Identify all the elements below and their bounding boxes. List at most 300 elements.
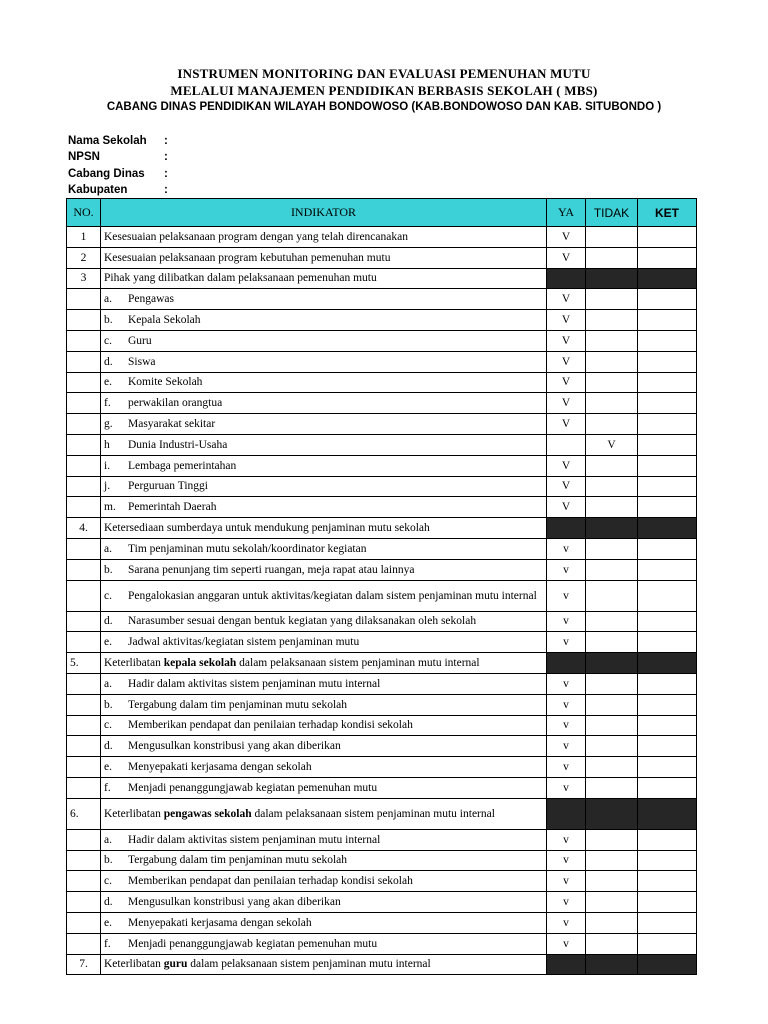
- indicator-text: Tergabung dalam tim penjaminan mutu sekolah: [128, 698, 348, 711]
- cell-ya: V: [547, 476, 586, 497]
- cell-ket: [638, 330, 697, 351]
- cell-tidak: [586, 580, 638, 611]
- cell-indikator: [101, 414, 547, 435]
- cell-tidak: [586, 518, 638, 539]
- indicator-text: Guru: [128, 334, 152, 347]
- sub-indicator-row: [67, 580, 697, 611]
- cell-ya: V: [547, 414, 586, 435]
- cell-tidak: [586, 330, 638, 351]
- indicator-table: [66, 198, 697, 975]
- cell-ket: [638, 518, 697, 539]
- indicator-text: Narasumber sesuai dengan bentuk kegiatan yang dilaksanakan oleh sekolah: [128, 615, 477, 628]
- cell-ya: v: [547, 829, 586, 850]
- item-letter: c.: [104, 589, 112, 602]
- cell-no: 4.: [67, 518, 101, 539]
- cell-ya: [547, 798, 586, 829]
- cell-tidak: [586, 632, 638, 653]
- cell-tidak: [586, 268, 638, 289]
- sub-indicator-row: [67, 736, 697, 757]
- cell-ket: [638, 414, 697, 435]
- cell-no: [67, 414, 101, 435]
- cell-ya: v: [547, 736, 586, 757]
- sub-indicator-row: [67, 330, 697, 351]
- info-colon: :: [164, 151, 168, 164]
- cell-ket: [638, 673, 697, 694]
- indicator-row: [67, 247, 697, 268]
- sub-indicator-row: [67, 912, 697, 933]
- item-letter: a.: [104, 293, 112, 306]
- cell-no: 1: [67, 227, 101, 248]
- cell-tidak: V: [586, 434, 638, 455]
- sub-indicator-row: [67, 351, 697, 372]
- indicator-text: dalam pelaksanaan sistem penjaminan mutu internal: [187, 958, 431, 971]
- cell-indikator: [101, 559, 547, 580]
- cell-no: [67, 434, 101, 455]
- item-letter: a.: [104, 677, 112, 690]
- cell-no: [67, 580, 101, 611]
- cell-ya: [547, 268, 586, 289]
- cell-ya: V: [547, 455, 586, 476]
- indicator-row: [67, 518, 697, 539]
- cell-tidak: [586, 798, 638, 829]
- cell-ket: [638, 757, 697, 778]
- indicator-text: Pengalokasian anggaran untuk aktivitas/kegiatan dalam sistem penjaminan mutu internal: [128, 589, 537, 602]
- cell-ya: v: [547, 892, 586, 913]
- cell-no: [67, 393, 101, 414]
- cell-ya: V: [547, 330, 586, 351]
- cell-no: [67, 330, 101, 351]
- cell-tidak: [586, 476, 638, 497]
- document-agency: CABANG DINAS PENDIDIKAN WILAYAH BONDOWOSO (KAB.BONDOWOSO DAN KAB. SITUBONDO ): [106, 101, 662, 113]
- cell-indikator: [101, 892, 547, 913]
- cell-tidak: [586, 289, 638, 310]
- item-letter: f.: [104, 937, 111, 950]
- item-letter: e.: [104, 636, 112, 649]
- cell-ya: v: [547, 694, 586, 715]
- item-letter: f.: [104, 397, 111, 410]
- cell-no: [67, 497, 101, 518]
- item-letter: j.: [104, 480, 111, 493]
- cell-tidak: [586, 829, 638, 850]
- cell-ket: [638, 798, 697, 829]
- sub-indicator-row: [67, 673, 697, 694]
- cell-tidak: [586, 912, 638, 933]
- cell-ya: v: [547, 912, 586, 933]
- indicator-text: Hadir dalam aktivitas sistem penjaminan mutu internal: [128, 833, 381, 846]
- cell-indikator: [101, 518, 547, 539]
- item-letter: f.: [104, 781, 111, 794]
- info-label: Kabupaten: [68, 183, 128, 196]
- cell-ya: [547, 653, 586, 674]
- item-letter: d.: [104, 615, 113, 628]
- item-letter: e.: [104, 376, 112, 389]
- cell-ket: [638, 393, 697, 414]
- cell-ya: [547, 518, 586, 539]
- cell-indikator: [101, 372, 547, 393]
- cell-ket: [638, 476, 697, 497]
- cell-ya: V: [547, 289, 586, 310]
- info-row-school-name: [68, 133, 168, 149]
- cell-indikator: [101, 871, 547, 892]
- cell-no: [67, 310, 101, 331]
- cell-indikator: [101, 673, 547, 694]
- cell-ya: v: [547, 559, 586, 580]
- cell-tidak: [586, 694, 638, 715]
- cell-indikator: [101, 653, 547, 674]
- sub-indicator-row: [67, 892, 697, 913]
- cell-no: [67, 871, 101, 892]
- cell-no: [67, 892, 101, 913]
- cell-tidak: [586, 497, 638, 518]
- cell-no: 3: [67, 268, 101, 289]
- cell-ket: [638, 455, 697, 476]
- cell-indikator: [101, 798, 547, 829]
- cell-ket: [638, 310, 697, 331]
- cell-ket: [638, 736, 697, 757]
- indicator-text: Siswa: [128, 355, 156, 368]
- item-letter: b.: [104, 854, 113, 867]
- cell-indikator: [101, 777, 547, 798]
- cell-tidak: [586, 871, 638, 892]
- cell-ya: V: [547, 497, 586, 518]
- cell-ket: [638, 351, 697, 372]
- cell-tidak: [586, 393, 638, 414]
- indicator-text: Pemerintah Daerah: [128, 501, 217, 514]
- cell-indikator: [101, 933, 547, 954]
- cell-indikator: [101, 497, 547, 518]
- cell-ket: [638, 829, 697, 850]
- sub-indicator-row: [67, 632, 697, 653]
- cell-indikator: [101, 247, 547, 268]
- cell-ya: v: [547, 580, 586, 611]
- cell-no: 2: [67, 247, 101, 268]
- info-colon: :: [164, 167, 168, 180]
- cell-indikator: [101, 757, 547, 778]
- indicator-emphasis: pengawas sekolah: [163, 807, 252, 820]
- cell-indikator: [101, 476, 547, 497]
- sub-indicator-row: [67, 871, 697, 892]
- cell-no: [67, 455, 101, 476]
- indicator-text: Lembaga pemerintahan: [128, 459, 237, 472]
- cell-indikator: [101, 227, 547, 248]
- cell-ya: v: [547, 850, 586, 871]
- sub-indicator-row: [67, 414, 697, 435]
- cell-ket: [638, 653, 697, 674]
- cell-indikator: [101, 829, 547, 850]
- cell-ket: [638, 289, 697, 310]
- indicator-text: Sarana penunjang tim seperti ruangan, meja rapat atau lainnya: [128, 563, 415, 576]
- item-letter: b.: [104, 314, 113, 327]
- indicator-text: Pihak yang dilibatkan dalam pelaksanaan pemenuhan mutu: [104, 272, 377, 285]
- cell-no: [67, 611, 101, 632]
- cell-no: [67, 715, 101, 736]
- cell-tidak: [586, 933, 638, 954]
- sub-indicator-row: [67, 777, 697, 798]
- cell-tidak: [586, 673, 638, 694]
- cell-ket: [638, 227, 697, 248]
- sub-indicator-row: [67, 393, 697, 414]
- document-subtitle: MELALUI MANAJEMEN PENDIDIKAN BERBASIS SEKOLAH ( MBS): [170, 83, 598, 98]
- item-letter: c.: [104, 875, 112, 888]
- item-letter: c.: [104, 719, 112, 732]
- cell-indikator: [101, 954, 547, 975]
- cell-no: [67, 538, 101, 559]
- indicator-text: dalam pelaksanaan sistem penjaminan mutu internal: [251, 807, 495, 820]
- cell-no: [67, 289, 101, 310]
- indicator-row: [67, 798, 697, 829]
- indicator-row: [67, 227, 697, 248]
- item-letter: e.: [104, 761, 112, 774]
- sub-indicator-row: [67, 715, 697, 736]
- table-header-row: [67, 199, 697, 227]
- cell-tidak: [586, 559, 638, 580]
- sub-indicator-row: [67, 829, 697, 850]
- sub-indicator-row: [67, 757, 697, 778]
- sub-indicator-row: [67, 497, 697, 518]
- cell-no: [67, 351, 101, 372]
- indicator-text: Menyepakati kerjasama dengan sekolah: [128, 916, 312, 929]
- cell-ket: [638, 611, 697, 632]
- cell-tidak: [586, 538, 638, 559]
- cell-ya: v: [547, 757, 586, 778]
- sub-indicator-row: [67, 310, 697, 331]
- indicator-text: Keterlibatan: [104, 657, 164, 670]
- indicator-text: Jadwal aktivitas/kegiatan sistem penjaminan mutu: [128, 636, 360, 649]
- header-ket: KET: [638, 199, 697, 227]
- cell-ket: [638, 954, 697, 975]
- cell-no: [67, 673, 101, 694]
- document-title: INSTRUMEN MONITORING DAN EVALUASI PEMENUHAN MUTU: [177, 66, 591, 81]
- indicator-emphasis: kepala sekolah: [163, 657, 237, 670]
- item-letter: m.: [104, 501, 116, 514]
- cell-ya: v: [547, 777, 586, 798]
- indicator-text: Tergabung dalam tim penjaminan mutu sekolah: [128, 854, 348, 867]
- cell-ya: v: [547, 933, 586, 954]
- sub-indicator-row: [67, 611, 697, 632]
- item-letter: e.: [104, 916, 112, 929]
- cell-no: [67, 829, 101, 850]
- indicator-text: perwakilan orangtua: [128, 397, 223, 410]
- sub-indicator-row: [67, 850, 697, 871]
- cell-ya: v: [547, 538, 586, 559]
- cell-tidak: [586, 351, 638, 372]
- indicator-emphasis: guru: [163, 958, 188, 971]
- cell-tidak: [586, 455, 638, 476]
- cell-ya: v: [547, 632, 586, 653]
- cell-ket: [638, 538, 697, 559]
- cell-ya: [547, 954, 586, 975]
- cell-indikator: [101, 611, 547, 632]
- item-letter: g.: [104, 418, 113, 431]
- cell-tidak: [586, 757, 638, 778]
- header-no: NO.: [67, 199, 101, 227]
- cell-no: 6.: [67, 798, 101, 829]
- sub-indicator-row: [67, 455, 697, 476]
- cell-ya: V: [547, 372, 586, 393]
- header-ya: YA: [547, 199, 586, 227]
- cell-no: [67, 736, 101, 757]
- cell-tidak: [586, 247, 638, 268]
- cell-no: 5.: [67, 653, 101, 674]
- header-tidak: TIDAK: [586, 199, 638, 227]
- indicator-text: Kesesuaian pelaksanaan program kebutuhan pemenuhan mutu: [104, 251, 391, 264]
- sub-indicator-row: [67, 372, 697, 393]
- indicator-text: Keterlibatan: [104, 807, 164, 820]
- indicator-text: Keterlibatan: [104, 958, 164, 971]
- cell-ket: [638, 434, 697, 455]
- cell-indikator: [101, 393, 547, 414]
- sub-indicator-row: [67, 559, 697, 580]
- cell-tidak: [586, 715, 638, 736]
- cell-ket: [638, 850, 697, 871]
- cell-ket: [638, 497, 697, 518]
- cell-no: [67, 850, 101, 871]
- cell-ket: [638, 871, 697, 892]
- sub-indicator-row: [67, 538, 697, 559]
- indicator-row: [67, 268, 697, 289]
- indicator-text: Dunia Industri-Usaha: [128, 438, 228, 451]
- cell-tidak: [586, 850, 638, 871]
- cell-ket: [638, 694, 697, 715]
- cell-indikator: [101, 268, 547, 289]
- cell-ket: [638, 933, 697, 954]
- item-letter: b.: [104, 563, 113, 576]
- cell-indikator: [101, 632, 547, 653]
- cell-tidak: [586, 892, 638, 913]
- cell-no: [67, 757, 101, 778]
- cell-no: [67, 372, 101, 393]
- cell-ya: V: [547, 310, 586, 331]
- cell-indikator: [101, 736, 547, 757]
- cell-no: [67, 559, 101, 580]
- cell-indikator: [101, 694, 547, 715]
- header-indikator: INDIKATOR: [101, 199, 547, 227]
- indicator-text: dalam pelaksanaan sistem penjaminan mutu internal: [236, 657, 480, 670]
- cell-no: [67, 476, 101, 497]
- cell-ya: [547, 434, 586, 455]
- indicator-text: Menyepakati kerjasama dengan sekolah: [128, 761, 312, 774]
- item-letter: a.: [104, 542, 112, 555]
- cell-tidak: [586, 227, 638, 248]
- item-letter: a.: [104, 833, 112, 846]
- cell-indikator: [101, 912, 547, 933]
- item-letter: d.: [104, 896, 113, 908]
- info-label: NPSN: [68, 151, 100, 164]
- cell-tidak: [586, 777, 638, 798]
- sub-indicator-row: [67, 694, 697, 715]
- item-letter: d.: [104, 355, 113, 368]
- cell-tidak: [586, 954, 638, 975]
- cell-ket: [638, 892, 697, 913]
- cell-no: 7.: [67, 954, 101, 975]
- cell-ya: V: [547, 393, 586, 414]
- school-info: [68, 133, 168, 198]
- info-label: Cabang Dinas: [68, 167, 145, 180]
- cell-tidak: [586, 736, 638, 757]
- cell-indikator: [101, 310, 547, 331]
- cell-indikator: [101, 330, 547, 351]
- cell-ket: [638, 559, 697, 580]
- item-letter: d.: [104, 740, 113, 753]
- info-colon: :: [164, 135, 168, 147]
- item-letter: h: [104, 438, 110, 451]
- indicator-text: Menjadi penanggungjawab kegiatan pemenuhan mutu: [128, 937, 378, 950]
- cell-tidak: [586, 372, 638, 393]
- cell-no: [67, 933, 101, 954]
- indicator-text: Masyarakat sekitar: [128, 418, 216, 431]
- cell-tidak: [586, 310, 638, 331]
- cell-ket: [638, 372, 697, 393]
- indicator-text: Memberikan pendapat dan penilaian terhadap kondisi sekolah: [128, 875, 413, 888]
- indicator-text: Hadir dalam aktivitas sistem penjaminan mutu internal: [128, 677, 381, 690]
- cell-indikator: [101, 538, 547, 559]
- indicator-text: Mengusulkan konstribusi yang akan diberikan: [128, 740, 341, 753]
- cell-indikator: [101, 715, 547, 736]
- indicator-text: Menjadi penanggungjawab kegiatan pemenuhan mutu: [128, 781, 378, 794]
- sub-indicator-row: [67, 933, 697, 954]
- indicator-text: Kesesuaian pelaksanaan program dengan yang telah direncanakan: [104, 230, 408, 243]
- cell-ket: [638, 268, 697, 289]
- item-letter: c.: [104, 334, 112, 347]
- cell-ya: v: [547, 715, 586, 736]
- cell-no: [67, 777, 101, 798]
- cell-indikator: [101, 455, 547, 476]
- indicator-text: Pengawas: [128, 293, 174, 306]
- cell-ya: V: [547, 247, 586, 268]
- cell-tidak: [586, 414, 638, 435]
- indicator-text: Komite Sekolah: [128, 376, 203, 389]
- indicator-row: [67, 653, 697, 674]
- item-letter: b.: [104, 698, 113, 711]
- indicator-row: [67, 954, 697, 975]
- info-label: Nama Sekolah: [68, 135, 147, 147]
- cell-ket: [638, 632, 697, 653]
- cell-indikator: [101, 850, 547, 871]
- info-row-branch: [68, 166, 168, 182]
- info-row-npsn: [68, 149, 168, 165]
- cell-no: [67, 912, 101, 933]
- cell-ya: v: [547, 611, 586, 632]
- cell-ket: [638, 247, 697, 268]
- cell-indikator: [101, 434, 547, 455]
- cell-no: [67, 632, 101, 653]
- cell-no: [67, 694, 101, 715]
- indicator-text: Ketersediaan sumberdaya untuk mendukung penjaminan mutu sekolah: [104, 522, 430, 535]
- item-letter: i.: [104, 459, 111, 472]
- cell-ya: v: [547, 871, 586, 892]
- info-row-regency: [68, 182, 168, 198]
- cell-indikator: [101, 580, 547, 611]
- cell-indikator: [101, 289, 547, 310]
- indicator-text: Memberikan pendapat dan penilaian terhadap kondisi sekolah: [128, 719, 413, 732]
- cell-ket: [638, 912, 697, 933]
- cell-tidak: [586, 653, 638, 674]
- cell-ket: [638, 715, 697, 736]
- cell-ya: V: [547, 227, 586, 248]
- cell-ya: v: [547, 673, 586, 694]
- sub-indicator-row: [67, 476, 697, 497]
- indicator-text: Kepala Sekolah: [128, 314, 201, 327]
- sub-indicator-row: [67, 289, 697, 310]
- indicator-text: Tim penjaminan mutu sekolah/koordinator kegiatan: [128, 542, 367, 555]
- info-colon: :: [164, 183, 168, 196]
- cell-ket: [638, 580, 697, 611]
- cell-indikator: [101, 351, 547, 372]
- cell-ket: [638, 777, 697, 798]
- indicator-text: Mengusulkan konstribusi yang akan diberikan: [128, 896, 341, 908]
- cell-tidak: [586, 611, 638, 632]
- indicator-text: Perguruan Tinggi: [128, 480, 208, 493]
